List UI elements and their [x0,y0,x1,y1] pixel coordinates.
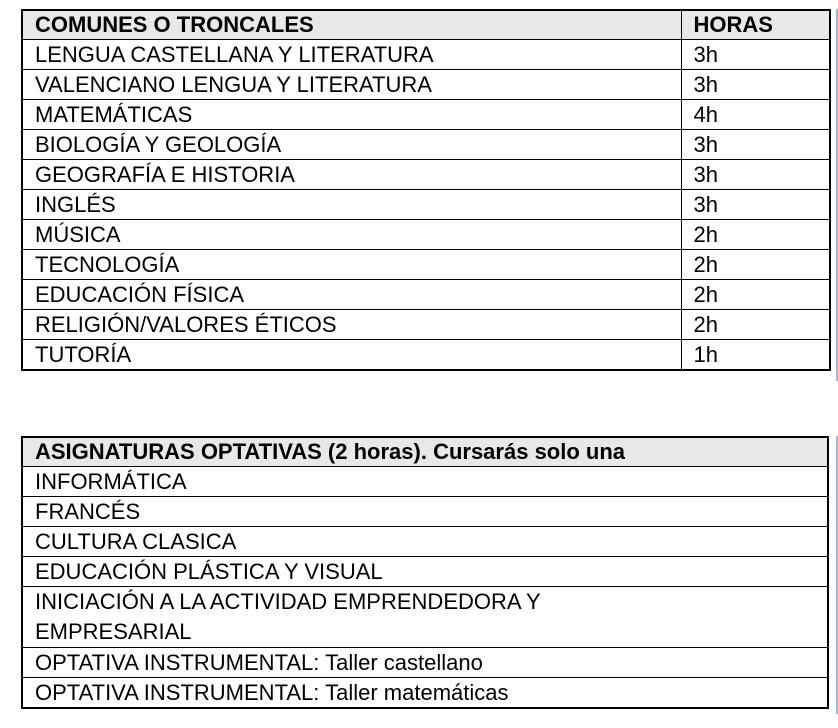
elective-cell: INICIACIÓN A LA ACTIVIDAD EMPRENDEDORA Y EMPRESARIAL [22,587,828,648]
subject-cell: VALENCIANO LENGUA Y LITERATURA [22,70,681,100]
subject-cell: BIOLOGÍA Y GEOLOGÍA [22,130,681,160]
elective-cell: OPTATIVA INSTRUMENTAL: Taller matemáticas [22,678,828,709]
hours-cell: 3h [681,190,830,220]
table-row [22,100,830,130]
hours-cell: 3h [681,70,830,100]
table-row [22,40,830,70]
elective-cell: INFORMÁTICA [22,467,828,497]
subject-cell: TECNOLOGÍA [22,250,681,280]
hours-cell: 3h [681,160,830,190]
table-row [22,220,830,250]
hours-cell: 2h [681,280,830,310]
table-row [22,467,828,497]
table-row [22,497,828,527]
hours-cell: 2h [681,310,830,340]
core-subjects-table [21,9,831,371]
table-row [22,160,830,190]
table-row [22,190,830,220]
table-row [22,587,828,648]
subject-cell: RELIGIÓN/VALORES ÉTICOS [22,310,681,340]
elective-cell: CULTURA CLASICA [22,527,828,557]
hours-cell: 1h [681,340,830,371]
elective-cell: OPTATIVA INSTRUMENTAL: Taller castellano [22,648,828,678]
table-row [22,340,830,371]
subject-cell: INGLÉS [22,190,681,220]
table-row [22,678,828,709]
elective-cell: FRANCÉS [22,497,828,527]
subject-cell: MÚSICA [22,220,681,250]
hours-cell: 2h [681,220,830,250]
table-row [22,280,830,310]
hours-cell: 4h [681,100,830,130]
subject-cell: GEOGRAFÍA E HISTORIA [22,160,681,190]
elective-header-row [22,437,828,467]
core-header-hours: HORAS [681,10,830,40]
table-row [22,250,830,280]
table-row [22,527,828,557]
subject-cell: EDUCACIÓN FÍSICA [22,280,681,310]
elective-cell: EDUCACIÓN PLÁSTICA Y VISUAL [22,557,828,587]
table-row [22,310,830,340]
elective-header: ASIGNATURAS OPTATIVAS (2 horas). Cursarás solo una [22,437,828,467]
subject-cell: TUTORÍA [22,340,681,371]
table-row [22,557,828,587]
hours-cell: 3h [681,40,830,70]
subject-cell: LENGUA CASTELLANA Y LITERATURA [22,40,681,70]
core-header-subject: COMUNES O TRONCALES [22,10,681,40]
table-row [22,648,828,678]
elective-subjects-table [21,436,829,709]
core-header-row [22,10,830,40]
hours-cell: 3h [681,130,830,160]
subject-cell: MATEMÁTICAS [22,100,681,130]
table-row [22,130,830,160]
hours-cell: 2h [681,250,830,280]
table-row [22,70,830,100]
